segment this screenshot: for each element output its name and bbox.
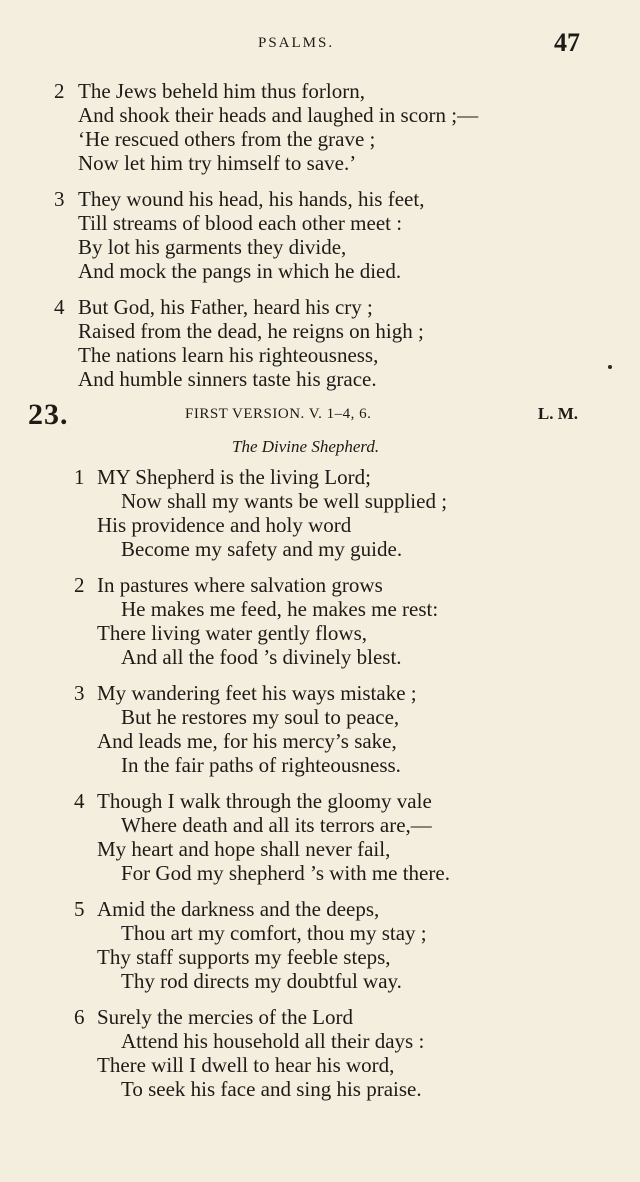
hymn-title: The Divine Shepherd.: [232, 437, 380, 456]
verse-line: Surely the mercies of the Lord: [97, 1005, 353, 1029]
stanza-number: 3: [74, 681, 85, 705]
verse-line: My wandering feet his ways mistake ;: [97, 681, 417, 705]
verse-line: And shook their heads and laughed in scorn ;—: [78, 103, 479, 127]
verse-line: My heart and hope shall never fail,: [97, 837, 391, 861]
verse-line: Though I walk through the gloomy vale: [97, 789, 432, 813]
verse-line: They wound his head, his hands, his feet,: [78, 187, 425, 211]
stanza-number: 4: [74, 789, 85, 813]
verse-line: ‘He rescued others from the grave ;: [78, 127, 376, 151]
verse-line: His providence and holy word: [97, 513, 352, 537]
hymn-meter: L. M.: [537, 404, 578, 423]
verse-line: Till streams of blood each other meet :: [78, 211, 403, 235]
hymn-version: FIRST VERSION. V. 1–4, 6.: [185, 406, 372, 422]
verse-line: And leads me, for his mercy’s sake,: [97, 729, 397, 753]
verse-line: There will I dwell to hear his word,: [97, 1053, 395, 1077]
verse-line: And all the food ’s divinely blest.: [121, 645, 402, 669]
verse-line: Thy staff supports my feeble steps,: [97, 945, 391, 969]
verse-line: Amid the darkness and the deeps,: [97, 897, 380, 921]
stanza-number: 6: [74, 1005, 85, 1029]
page-number: 47: [554, 28, 580, 57]
verse-line: The nations learn his righteousness,: [78, 343, 379, 367]
verse-line: Where death and all its terrors are,—: [121, 813, 432, 837]
verse-line: The Jews beheld him thus forlorn,: [78, 79, 365, 103]
verse-line: Thou art my comfort, thou my stay ;: [121, 921, 427, 945]
stray-ink-mark: [608, 365, 612, 369]
verse-line: Now shall my wants be well supplied ;: [121, 489, 448, 513]
stanza-number: 2: [74, 573, 85, 597]
stanza-number: 1: [74, 465, 85, 489]
verse-line: But God, his Father, heard his cry ;: [78, 295, 373, 319]
verse-line: To seek his face and sing his praise.: [121, 1077, 422, 1101]
verse-line: He makes me feed, he makes me rest:: [121, 597, 439, 621]
verse-line: In the fair paths of righteousness.: [121, 753, 401, 777]
running-head: PSALMS.: [258, 35, 335, 51]
verse-line: For God my shepherd ’s with me there.: [121, 861, 450, 885]
verse-line: But he restores my soul to peace,: [121, 705, 400, 729]
stanza-number: 4: [54, 295, 65, 319]
verse-line: Raised from the dead, he reigns on high ;: [78, 319, 424, 343]
stanza-number: 5: [74, 897, 85, 921]
verse-line: MY Shepherd is the living Lord;: [97, 465, 371, 489]
hymn-number: 23.: [28, 398, 69, 431]
verse-line: Now let him try himself to save.’: [78, 151, 357, 175]
stanza-number: 2: [54, 79, 65, 103]
stanza-number: 3: [54, 187, 65, 211]
verse-line: In pastures where salvation grows: [97, 573, 383, 597]
verse-line: Thy rod directs my doubtful way.: [121, 969, 402, 993]
verse-line: And humble sinners taste his grace.: [78, 367, 377, 391]
verse-line: Attend his household all their days :: [121, 1029, 425, 1053]
verse-line: And mock the pangs in which he died.: [78, 259, 402, 283]
verse-line: By lot his garments they divide,: [78, 235, 347, 259]
verse-line: There living water gently flows,: [97, 621, 368, 645]
verse-line: Become my safety and my guide.: [121, 537, 403, 561]
